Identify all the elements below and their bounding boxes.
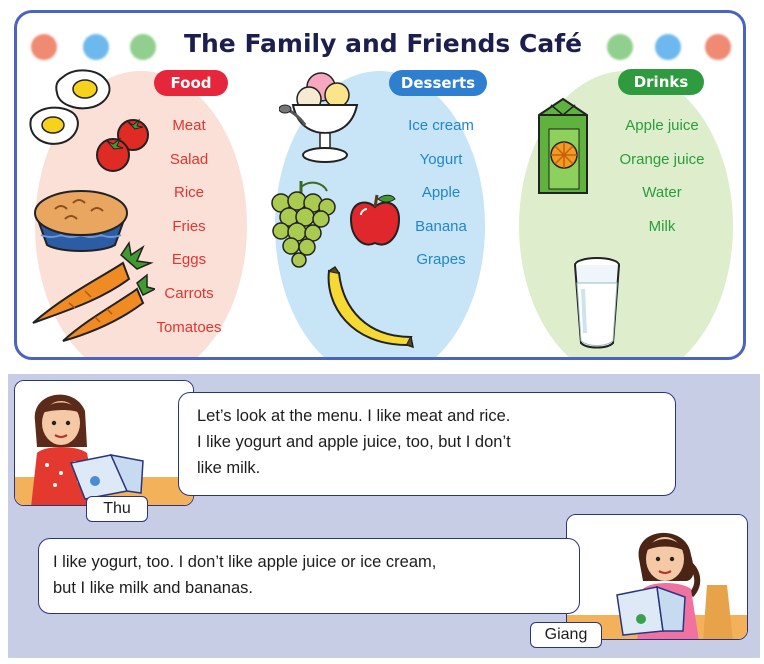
food-item: Carrots — [164, 284, 214, 302]
apple-picture — [347, 191, 403, 251]
desserts-heading: Desserts — [389, 70, 487, 96]
grapes-picture — [267, 177, 337, 269]
menu-title: The Family and Friends Café — [183, 29, 583, 58]
decor-dot-right-1 — [607, 34, 633, 60]
food-item: Eggs — [171, 251, 207, 269]
food-item: Fries — [172, 217, 206, 235]
thu-speech-bubble — [178, 392, 676, 496]
dessert-item: Grapes — [416, 251, 466, 269]
drink-item: Milk — [648, 217, 676, 235]
dessert-item: Ice cream — [408, 117, 474, 134]
food-item: Salad — [169, 150, 209, 168]
giang-line-1: I like yogurt, too. I don’t like apple juice or ice cream, — [53, 553, 437, 571]
tomatoes-picture — [93, 115, 157, 175]
dessert-item: Yogurt — [419, 150, 463, 168]
cafe-menu-card — [14, 10, 746, 360]
juice-carton-picture — [529, 93, 597, 201]
drink-item: Water — [642, 184, 682, 202]
decor-dot-left-1 — [31, 34, 57, 60]
desserts-list — [391, 109, 491, 277]
carrots-picture — [25, 241, 155, 345]
decor-dot-left-2 — [83, 34, 109, 60]
thu-photo — [14, 380, 194, 506]
thu-name-tag: Thu — [86, 496, 148, 522]
glass-of-milk-picture — [569, 253, 625, 353]
drink-item: Orange juice — [619, 150, 705, 168]
thu-line-1: Let’s look at the menu. I like meat and rice. — [197, 407, 511, 425]
decor-dot-right-3 — [705, 34, 731, 60]
dessert-item: Apple — [421, 184, 461, 202]
dessert-item: Banana — [415, 217, 467, 235]
decor-dot-left-3 — [130, 34, 156, 60]
food-heading: Food — [154, 70, 228, 96]
food-item: Rice — [173, 184, 204, 202]
giang-speech-bubble — [38, 538, 580, 614]
thu-line-3: like milk. — [197, 459, 261, 477]
ice-cream-picture — [279, 67, 369, 167]
giang-name-tag: Giang — [530, 622, 602, 648]
drinks-heading: Drinks — [618, 69, 704, 95]
thu-line-2: I like yogurt and apple juice, too, but I don’t — [197, 433, 511, 451]
banana-picture — [317, 265, 417, 355]
decor-dot-right-2 — [655, 34, 681, 60]
girl-reading-menu-icon — [15, 381, 194, 506]
drink-item: Apple juice — [625, 117, 699, 134]
food-item: Meat — [172, 117, 206, 134]
food-item: Tomatoes — [156, 318, 222, 336]
giang-line-2: but I like milk and bananas. — [53, 579, 253, 597]
drinks-list — [607, 109, 717, 243]
